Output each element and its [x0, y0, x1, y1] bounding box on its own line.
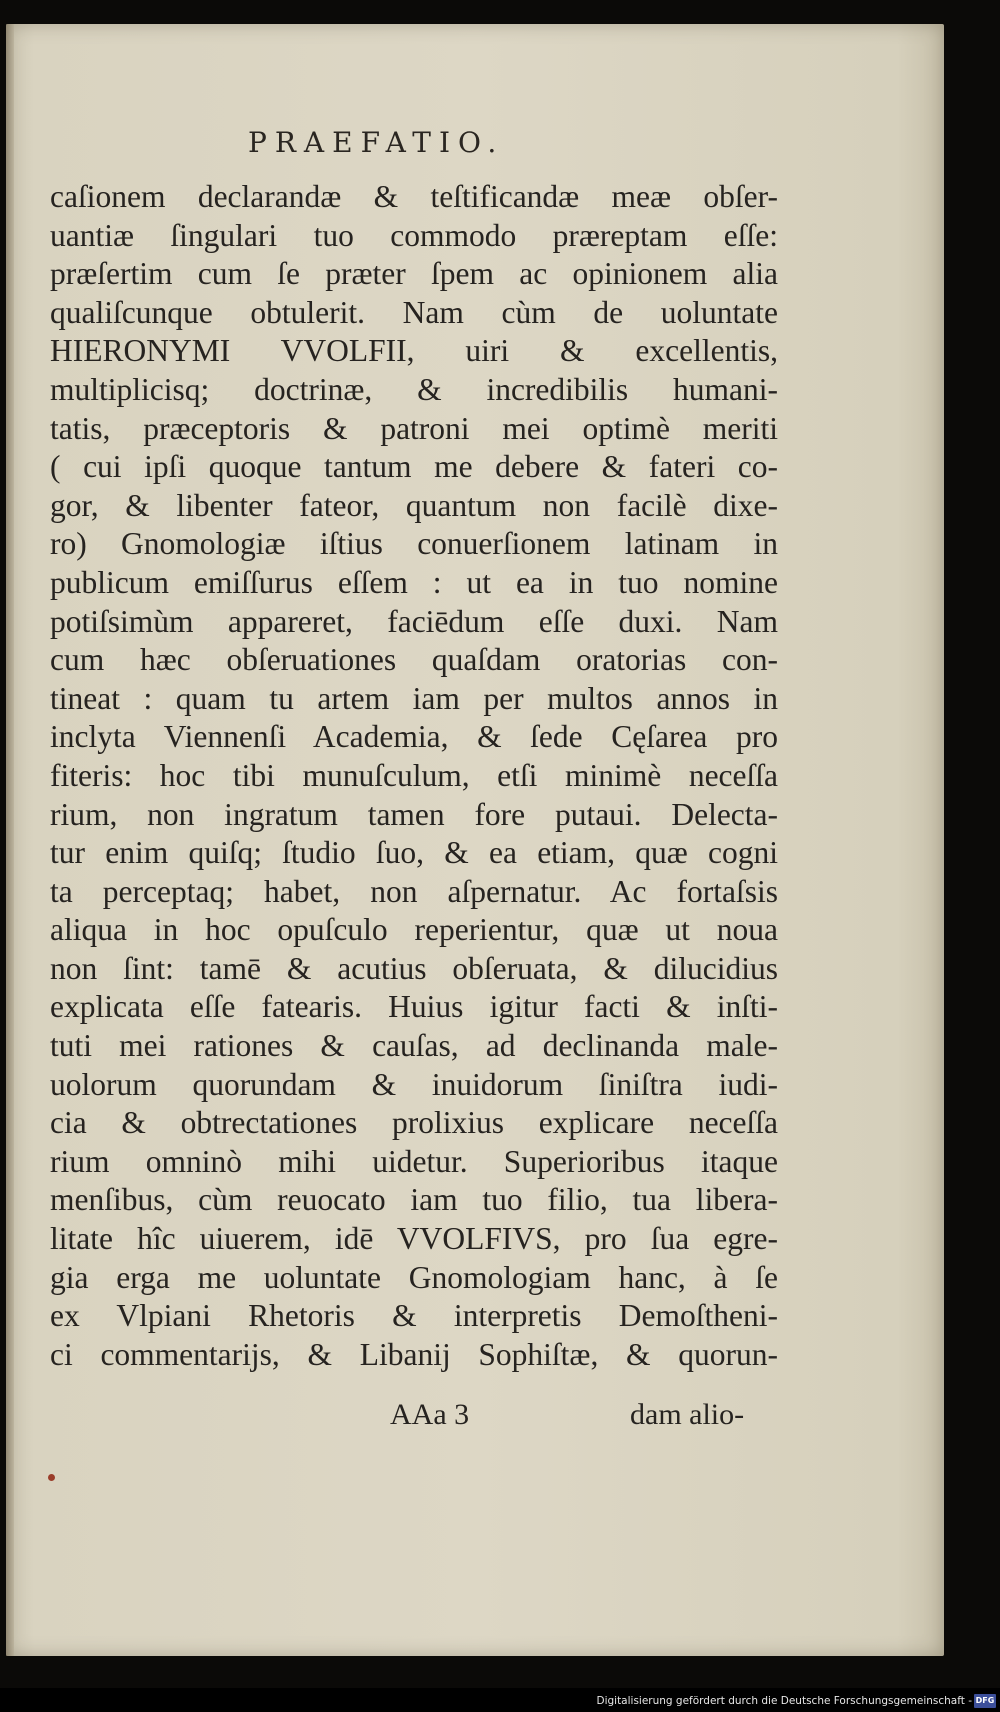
catchword: dam alio- [630, 1398, 745, 1431]
text-line: qualiſcunque obtulerit. Nam cùm de uoluntate [50, 294, 778, 330]
text-line: uolorum quorundam & inuidorum ſiniſtra iudi- [50, 1066, 778, 1102]
text-line: gor, & libenter fateor, quantum non facilè dixe- [50, 487, 778, 523]
text-line: rium, non ingratum tamen fore putaui. Delecta- [50, 796, 778, 832]
text-line: ex Vlpiani Rhetoris & interpretis Demoſtheni- [50, 1298, 778, 1334]
text-line: aliqua in hoc opuſculo reperientur, quæ ut noua [50, 912, 778, 948]
text-line: litate hîc uiuerem, idē VVOLFIVS, pro ſua egre- [50, 1221, 778, 1257]
running-head: PRAEFATIO. [248, 126, 505, 159]
red-speck [48, 1474, 55, 1481]
text-line: ta perceptaq; habet, non aſpernatur. Ac fortaſsis [50, 873, 778, 909]
text-line: tineat : quam tu artem iam per multos annos in [50, 680, 778, 716]
signature-mark: AAa 3 [390, 1398, 470, 1431]
text-line: uantiæ ſingulari tuo commodo præreptam eſſe: [50, 217, 778, 253]
text-line: publicum emiſſurus eſſem : ut ea in tuo nomine [50, 564, 778, 600]
text-line: tatis, præceptoris & patroni mei optimè meriti [50, 410, 778, 446]
text-line: potiſsimùm appareret, faciēdum eſſe duxi. Nam [50, 603, 778, 639]
text-line: cum hæc obſeruationes quaſdam oratorias con- [50, 642, 778, 678]
text-line: præſertim cum ſe præter ſpem ac opinionem alia [50, 256, 778, 292]
footer-bar [0, 1688, 1000, 1712]
text-line: inclyta Viennenſi Academia, & ſede Cęſarea pro [50, 719, 778, 755]
text-line: ro) Gnomologiæ iſtius conuerſionem latinam in [50, 526, 778, 562]
text-line: cia & obtrectationes prolixius explicare neceſſa [50, 1105, 778, 1141]
text-line: HIERONYMI VVOLFII, uiri & excellentis, [50, 333, 778, 369]
page-gutter [6, 24, 14, 1656]
text-line: tuti mei rationes & cauſas, ad declinanda male- [50, 1028, 778, 1064]
text-line: menſibus, cùm reuocato iam tuo filio, tua libera- [50, 1182, 778, 1218]
digitization-credit: Digitalisierung gefördert durch die Deutsche Forschungsgemeinschaft - [596, 1695, 972, 1707]
text-line: multiplicisq; doctrinæ, & incredibilis humani- [50, 371, 778, 407]
body-text [50, 178, 778, 1374]
text-line: caſionem declarandæ & teſtificandæ meæ obſer- [50, 179, 778, 214]
text-line: fiteris: hoc tibi munuſculum, etſi minimè neceſſa [50, 757, 778, 793]
text-line: ( cui ipſi quoque tantum me debere & fateri co- [50, 449, 778, 485]
text-line: rium omninò mihi uidetur. Superioribus itaque [50, 1143, 778, 1179]
text-line: ci commentarijs, & Libanij Sophiſtæ, & quorun- [50, 1336, 778, 1372]
text-line: tur enim quiſq; ſtudio ſuo, & ea etiam, quæ cogni [50, 835, 778, 871]
dfg-logo: DFG [974, 1694, 996, 1708]
text-line: non ſint: tamē & acutius obſeruata, & dilucidius [50, 950, 778, 986]
text-line: explicata eſſe fatearis. Huius igitur facti & inſti- [50, 989, 778, 1025]
text-line: gia erga me uoluntate Gnomologiam hanc, à ſe [50, 1259, 778, 1295]
